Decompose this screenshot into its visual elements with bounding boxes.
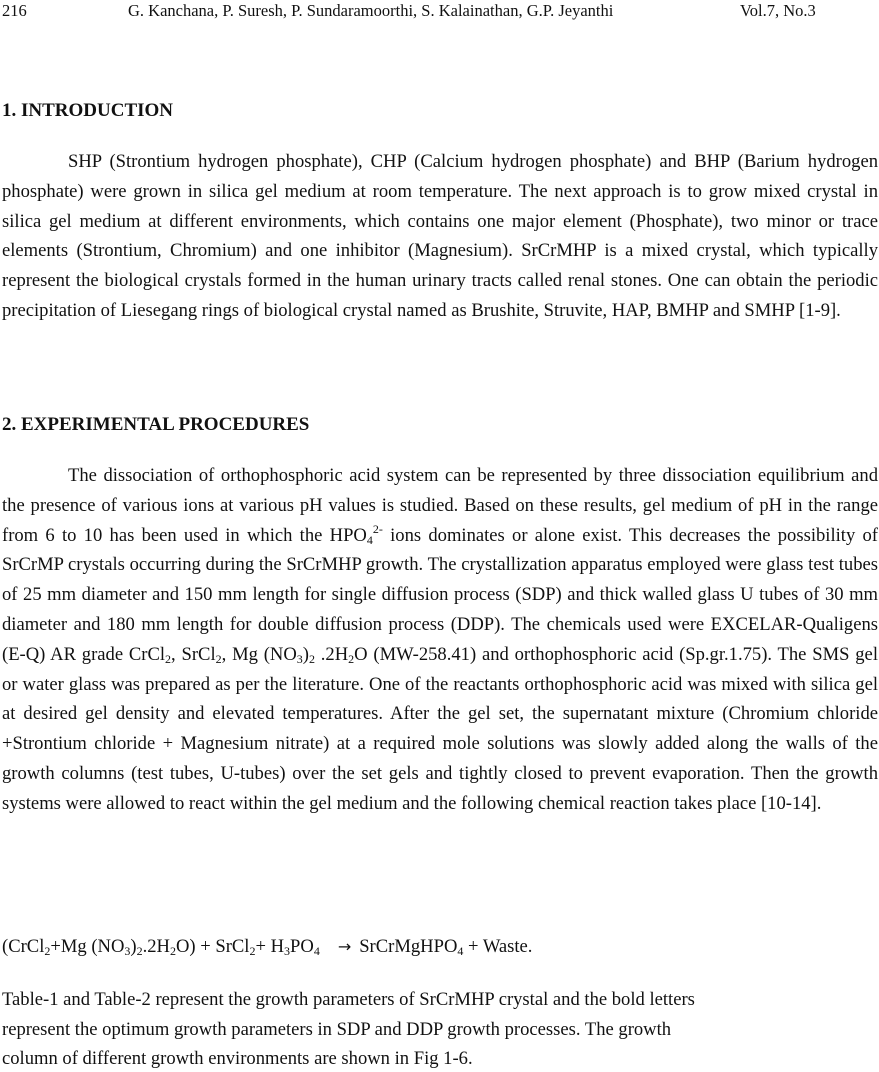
- experimental-paragraph: [2, 461, 878, 819]
- exp-text-5: ): [302, 643, 309, 665]
- eq-c-sub: 2: [136, 944, 143, 958]
- eq-f: + H: [255, 936, 285, 957]
- closing-line-2: represent the optimum growth parameters in SDP and DDP growth processes. The growth: [2, 1019, 672, 1040]
- exp-text-2: ions dominates or alone exist. This decreases the possibility of SrCrMP crystals occurring during the SrCrMHP growth. The crystallization apparatus employed were glass test tubes of 25 mm diameter and 150 mm length for single diffusion process (SDP) and thick walled glass U tubes of 30 mm diameter and 180 mm length for double diffusion process (DDP). The chemicals used were EXCELAR-Qualigens (E-Q) AR grade CrCl: [2, 524, 878, 665]
- exp-sub-1: 4: [366, 532, 373, 547]
- running-header: [0, 0, 879, 24]
- exp-sub-5: 2: [308, 651, 315, 666]
- section-heading-introduction: 1. INTRODUCTION: [2, 100, 174, 121]
- header-authors: G. Kanchana, P. Suresh, P. Sundaramoorthi, S. Kalainathan, G.P. Jeyanthi: [128, 1, 614, 20]
- exp-text-1: The dissociation of orthophosphoric acid system can be represented by three dissociation equilibrium and the presence of various ions at various pH values is studied. Based on these results, gel medium of pH in the range from 6 to 10 has been used in which the HPO: [2, 465, 878, 546]
- exp-text-7: O (MW-258.41) and orthophosphoric acid (Sp.gr.1.75). The SMS gel or water glass was prepared as per the literature. One of the reactants orthophosphoric acid was mixed with silica gel at desired gel density and elevated temperatures. After the gel set, the supernatant mixture (Chromium chloride +Strontium chloride + Magnesium nitrate) at a required mole solutions was slowly added along the walls of the growth columns (test tubes, U-tubes) over the set gels and tightly closed to prevent evaporation. Then the growth systems were allowed to react within the gel medium and the following chemical reaction takes place [10-14].: [2, 643, 878, 814]
- eq-f-sub: 3: [284, 944, 291, 958]
- introduction-text: SHP (Strontium hydrogen phosphate), CHP (Calcium hydrogen phosphate) and BHP (Barium hydrogen phosphate) were grown in silica gel medium at room temperature. The next approach is to grow mixed crystal in silica gel medium at different environments, which contains one major element (Phosphate), two minor or trace elements (Strontium, Chromium) and one inhibitor (Magnesium). SrCrMHP is a mixed crystal, which typically represent the biological crystals formed in the human urinary tracts called renal stones. One can obtain the periodic precipitation of Liesegang rings of biological crystal named as Brushite, Struvite, HAP, BMHP and SMHP [1-9].: [2, 151, 878, 321]
- exp-sub-4: 3: [296, 651, 303, 666]
- right-arrow-icon: →: [337, 937, 352, 956]
- eq-g: PO: [290, 936, 314, 957]
- eq-e: O) + SrCl: [175, 936, 250, 957]
- exp-text-6: .2H: [314, 643, 349, 665]
- exp-text-3: , SrCl: [171, 643, 216, 665]
- exp-text-4: , Mg (NO: [221, 643, 297, 665]
- eq-a: (CrCl: [2, 936, 45, 957]
- eq-d-sub: 2: [169, 944, 176, 958]
- eq-d: .2H: [142, 936, 170, 957]
- eq-b-sub: 3: [124, 944, 131, 958]
- chemical-equation: [2, 934, 532, 960]
- eq-e-sub: 2: [249, 944, 256, 958]
- introduction-paragraph: [2, 147, 878, 326]
- eq-i: + Waste.: [463, 936, 533, 957]
- eq-b: +Mg (NO: [50, 936, 125, 957]
- exp-sub-3: 2: [215, 651, 222, 666]
- eq-g-sub: 4: [313, 944, 320, 958]
- exp-sub-6: 2: [348, 651, 355, 666]
- section-heading-experimental: 2. EXPERIMENTAL PROCEDURES: [2, 414, 310, 435]
- eq-h-sub: 4: [457, 944, 464, 958]
- page-number: 216: [2, 1, 27, 20]
- closing-line-1: Table-1 and Table-2 represent the growth parameters of SrCrMHP crystal and the bold letters: [2, 989, 695, 1010]
- eq-c: ): [130, 936, 137, 957]
- eq-h: SrCrMgHPO: [359, 936, 458, 957]
- exp-sup-1: 2-: [372, 521, 383, 536]
- header-volume: Vol.7, No.3: [740, 1, 816, 20]
- exp-sub-2: 2: [165, 651, 172, 666]
- eq-a-sub: 2: [44, 944, 51, 958]
- closing-line-3: column of different growth environments are shown in Fig 1-6.: [2, 1048, 473, 1069]
